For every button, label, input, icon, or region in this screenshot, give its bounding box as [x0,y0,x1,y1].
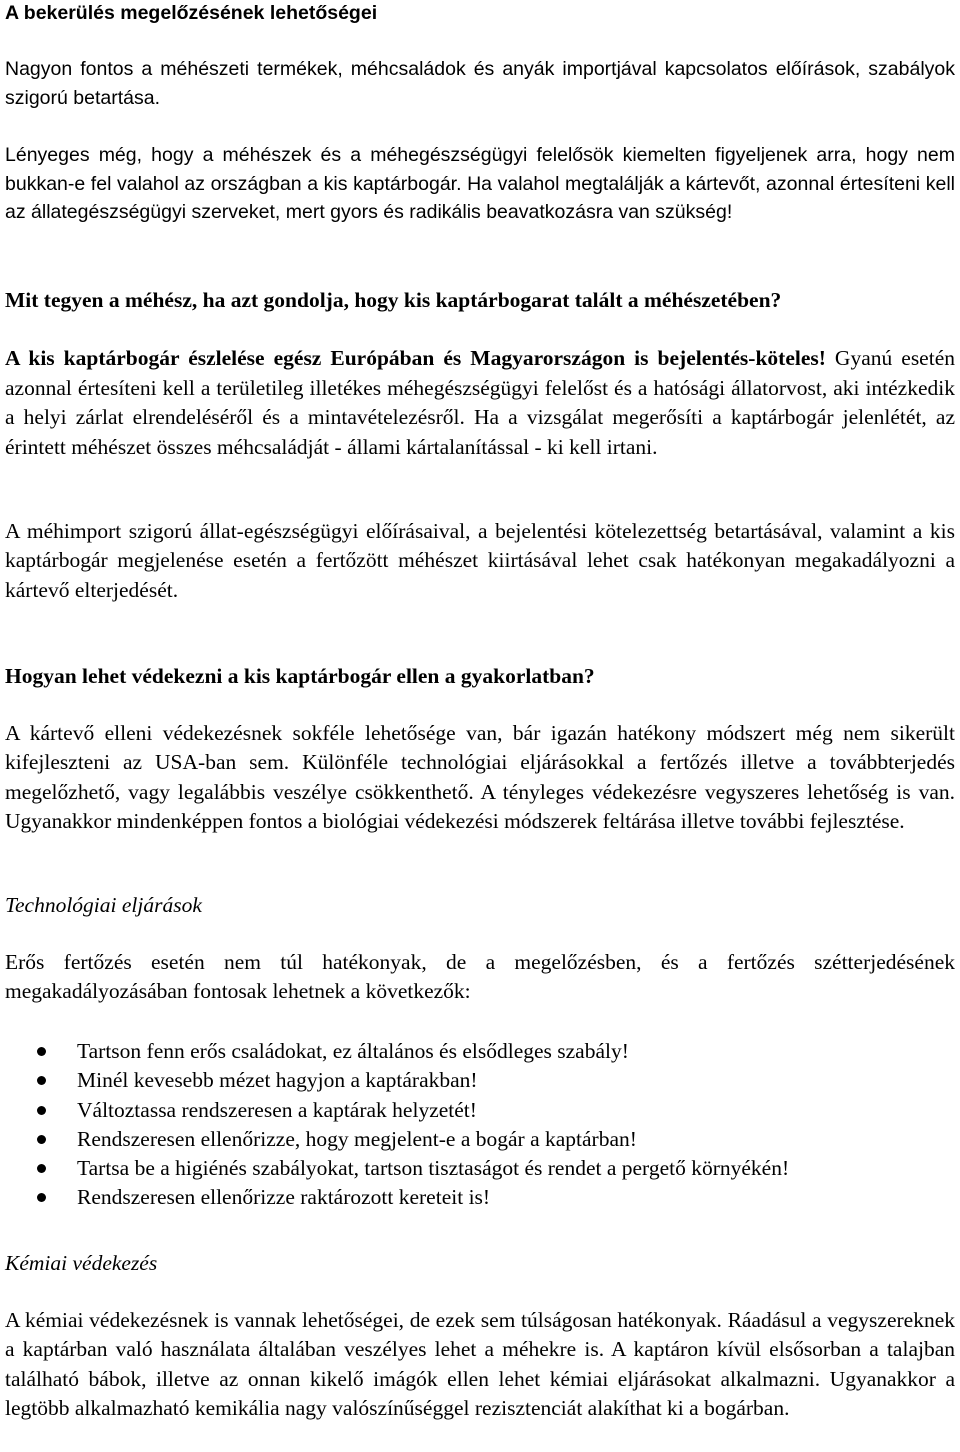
bullet-icon [37,1076,46,1085]
paragraph-reporting [5,344,955,462]
list-item-text: Rendszeresen ellenőrizze raktározott kereteit is! [77,1185,491,1210]
bullet-icon [37,1193,46,1202]
bullet-icon [37,1164,46,1173]
list-item-text: Minél kevesebb mézet hagyjon a kaptárakban! [77,1068,478,1093]
subheading-technological: Technológiai eljárások [5,893,202,917]
bullet-icon [37,1135,46,1144]
paragraph-technological-intro: Erős fertőzés esetén nem túl hatékonyak, de a megelőzésben, és a fertőzés szétterjedésének megakadályozásában fontosak lehetnek a következők: [5,950,955,1004]
question-heading-defense: Hogyan lehet védekezni a kis kaptárbogár ellen a gyakorlatban? [5,664,595,688]
paragraph-defense-options: A kártevő elleni védekezésnek sokféle lehetősége van, bár igazán hatékony módszert még nem sikerült kifejleszteni az USA-ban sem. Különféle technológiai eljárásokkal a fertőzés illetve a továbbterjedés megelőzhető, vagy legalábbis veszélye csökkenthető. A tényleges védekezésre vegyszeres lehetőség is van. Ugyanakkor mindenképpen fontos a biológiai védekezési módszerek feltárása illetve további fejlesztése. [5,721,955,834]
list-item-text: Változtassa rendszeresen a kaptárak helyzetét! [77,1097,477,1122]
subheading-chemical: Kémiai védekezés [5,1251,158,1275]
reporting-obligation-text: A kis kaptárbogár észlelése egész Európában és Magyarországon is bejelentés-köteles! [5,346,826,370]
section-title: A bekerülés megelőzésének lehetőségei [5,2,378,24]
bullet-icon [37,1106,46,1115]
list-item [5,1154,955,1183]
paragraph-chemical: A kémiai védekezésnek is vannak lehetőségei, de ezek sem túlságosan hatékonyak. Ráadásul a vegyszereknek a kaptárban való használata általában veszélyes lehet a méhekre is. A kaptáron kívül elsősorban a talajban található bábok, illetve az onnan kikelő imágók ellen lehet kémiai eljárásokat alkalmazni. Ugyanakkor a legtöbb alkalmazható kemikália nagy valószínűséggel rezisztenciát alakíthat ki a bogárban. [5,1308,955,1421]
bullet-icon [37,1047,46,1056]
reporting-details-text: Gyanú esetén azonnal értesíteni kell a területileg illetékes méhegészségügyi felelőst és a hatósági állatorvost, aki intézkedik a helyi zárlat elrendeléséről és a mintavételezésről. Ha a vizsgálat megerősíti a kaptárbogár jelenlétét, az érintett méhészet összes méhcsaládját - állami kártalanítással - ki kell irtani. [5,346,955,459]
paragraph-prevention-summary: A méhimport szigorú állat-egészségügyi előírásaival, a bejelentési kötelezettség betartásával, valamint a kis kaptárbogár megjelenése esetén a fertőzött méhészet kiirtásával lehet csak hatékonyan megakadályozni a kártevő elterjedését. [5,519,955,602]
question-heading-beekeeper: Mit tegyen a méhész, ha azt gondolja, hogy kis kaptárbogarat talált a méhészetében? [5,288,782,312]
paragraph-monitoring: Lényeges még, hogy a méhészek és a méhegészségügyi felelősök kiemelten figyeljenek arra, hogy nem bukkan-e fel valahol az országban a kis kaptárbogár. Ha valahol megtalálják a kártevőt, azonnal értesíteni kell az állategészségügyi szerveket, mert gyors és radikális beavatkozásra van szükség! [5,144,955,224]
list-item-text: Tartsa be a higiénés szabályokat, tartson tisztaságot és rendet a pergető környékén! [77,1156,790,1181]
list-item [5,1125,955,1154]
list-item-text: Rendszeresen ellenőrizze, hogy megjelent-e a bogár a kaptárban! [77,1126,637,1151]
list-item-text: Tartson fenn erős családokat, ez általános és elsődleges szabály! [77,1039,629,1063]
technological-measures-list [5,1037,955,1213]
list-item [5,1183,955,1212]
paragraph-import-rules: Nagyon fontos a méhészeti termékek, méhcsaládok és anyák importjával kapcsolatos előírások, szabályok szigorú betartása. [5,58,955,109]
list-item [5,1066,955,1095]
list-item [5,1096,955,1125]
list-item [5,1037,955,1066]
